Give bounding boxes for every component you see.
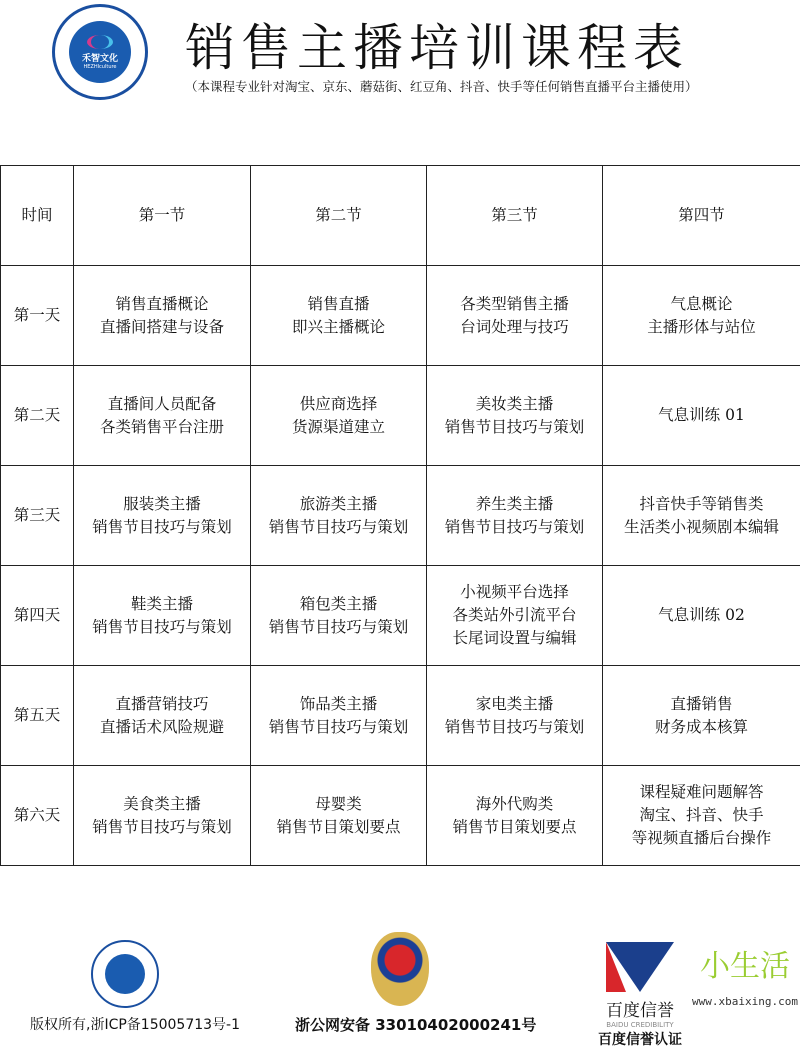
page-subtitle: （本课程专业针对淘宝、京东、蘑菇街、红豆角、抖音、快手等任何销售直播平台主播使用） — [185, 77, 698, 95]
session-cell: 海外代购类 销售节目策划要点 — [427, 766, 603, 866]
session-cell: 直播营销技巧 直播话术风险规避 — [74, 666, 251, 766]
session-cell: 母婴类 销售节目策划要点 — [251, 766, 427, 866]
session-cell: 直播间人员配备 各类销售平台注册 — [74, 366, 251, 466]
table-header-row — [1, 166, 800, 266]
header-cell: 第三节 — [427, 166, 603, 266]
table-row — [1, 366, 800, 466]
session-cell: 供应商选择 货源渠道建立 — [251, 366, 427, 466]
day-cell: 第六天 — [1, 766, 74, 866]
session-cell: 气息概论 主播形体与站位 — [603, 266, 800, 366]
session-cell: 气息训练 02 — [603, 566, 800, 666]
session-cell: 饰品类主播 销售节目技巧与策划 — [251, 666, 427, 766]
session-cell: 美妆类主播 销售节目技巧与策划 — [427, 366, 603, 466]
schedule-table — [0, 165, 800, 866]
baidu-cert-block[interactable] — [590, 942, 690, 1049]
session-cell: 气息训练 01 — [603, 366, 800, 466]
session-cell: 小视频平台选择 各类站外引流平台 长尾词设置与编辑 — [427, 566, 603, 666]
session-cell: 美食类主播 销售节目技巧与策划 — [74, 766, 251, 866]
day-cell: 第一天 — [1, 266, 74, 366]
police-record-text[interactable]: 浙公网安备 33010402000241号 — [295, 1014, 505, 1035]
day-cell: 第三天 — [1, 466, 74, 566]
logo-text: 禾智文化 — [82, 51, 118, 64]
session-cell: 旅游类主播 销售节目技巧与策划 — [251, 466, 427, 566]
page-title: 销售主播培训课程表 — [185, 8, 689, 80]
baidu-logo-sub: BAIDU CREDIBILITY — [590, 1021, 690, 1029]
table-row — [1, 666, 800, 766]
header-cell: 第四节 — [603, 166, 800, 266]
session-cell: 课程疑难问题解答 淘宝、抖音、快手 等视频直播后台操作 — [603, 766, 800, 866]
company-seal-icon — [91, 940, 159, 1008]
day-cell: 第四天 — [1, 566, 74, 666]
baidu-cert-text[interactable]: 百度信誉认证 — [590, 1029, 690, 1049]
day-cell: 第二天 — [1, 366, 74, 466]
header-cell: 时间 — [1, 166, 74, 266]
baidu-logo-text: 百度信誉 — [590, 996, 690, 1021]
copyright-text: 版权所有,浙ICP备15005713号-1 — [30, 1014, 220, 1034]
session-cell: 养生类主播 销售节目技巧与策划 — [427, 466, 603, 566]
session-cell: 家电类主播 销售节目技巧与策划 — [427, 666, 603, 766]
session-cell: 鞋类主播 销售节目技巧与策划 — [74, 566, 251, 666]
table-row — [1, 266, 800, 366]
police-badge-icon — [371, 932, 429, 1006]
session-cell: 箱包类主播 销售节目技巧与策划 — [251, 566, 427, 666]
watermark: 小生活 — [700, 950, 790, 984]
logo-swoosh-icon — [87, 35, 113, 49]
police-record-block[interactable] — [295, 932, 505, 1035]
baidu-v-icon — [606, 942, 674, 992]
header-cell: 第二节 — [251, 166, 427, 266]
session-cell: 直播销售 财务成本核算 — [603, 666, 800, 766]
logo-subtext: HEZHIculture — [83, 64, 116, 70]
table-row — [1, 466, 800, 566]
watermark-url: www.xbaixing.com — [692, 995, 798, 1009]
session-cell: 服装类主播 销售节目技巧与策划 — [74, 466, 251, 566]
day-cell: 第五天 — [1, 666, 74, 766]
header-cell: 第一节 — [74, 166, 251, 266]
table-row — [1, 766, 800, 866]
session-cell: 各类型销售主播 台词处理与技巧 — [427, 266, 603, 366]
session-cell: 销售直播 即兴主播概论 — [251, 266, 427, 366]
table-row — [1, 566, 800, 666]
company-logo — [52, 4, 148, 100]
session-cell: 抖音快手等销售类 生活类小视频剧本编辑 — [603, 466, 800, 566]
copyright-block — [30, 940, 220, 1034]
session-cell: 销售直播概论 直播间搭建与设备 — [74, 266, 251, 366]
